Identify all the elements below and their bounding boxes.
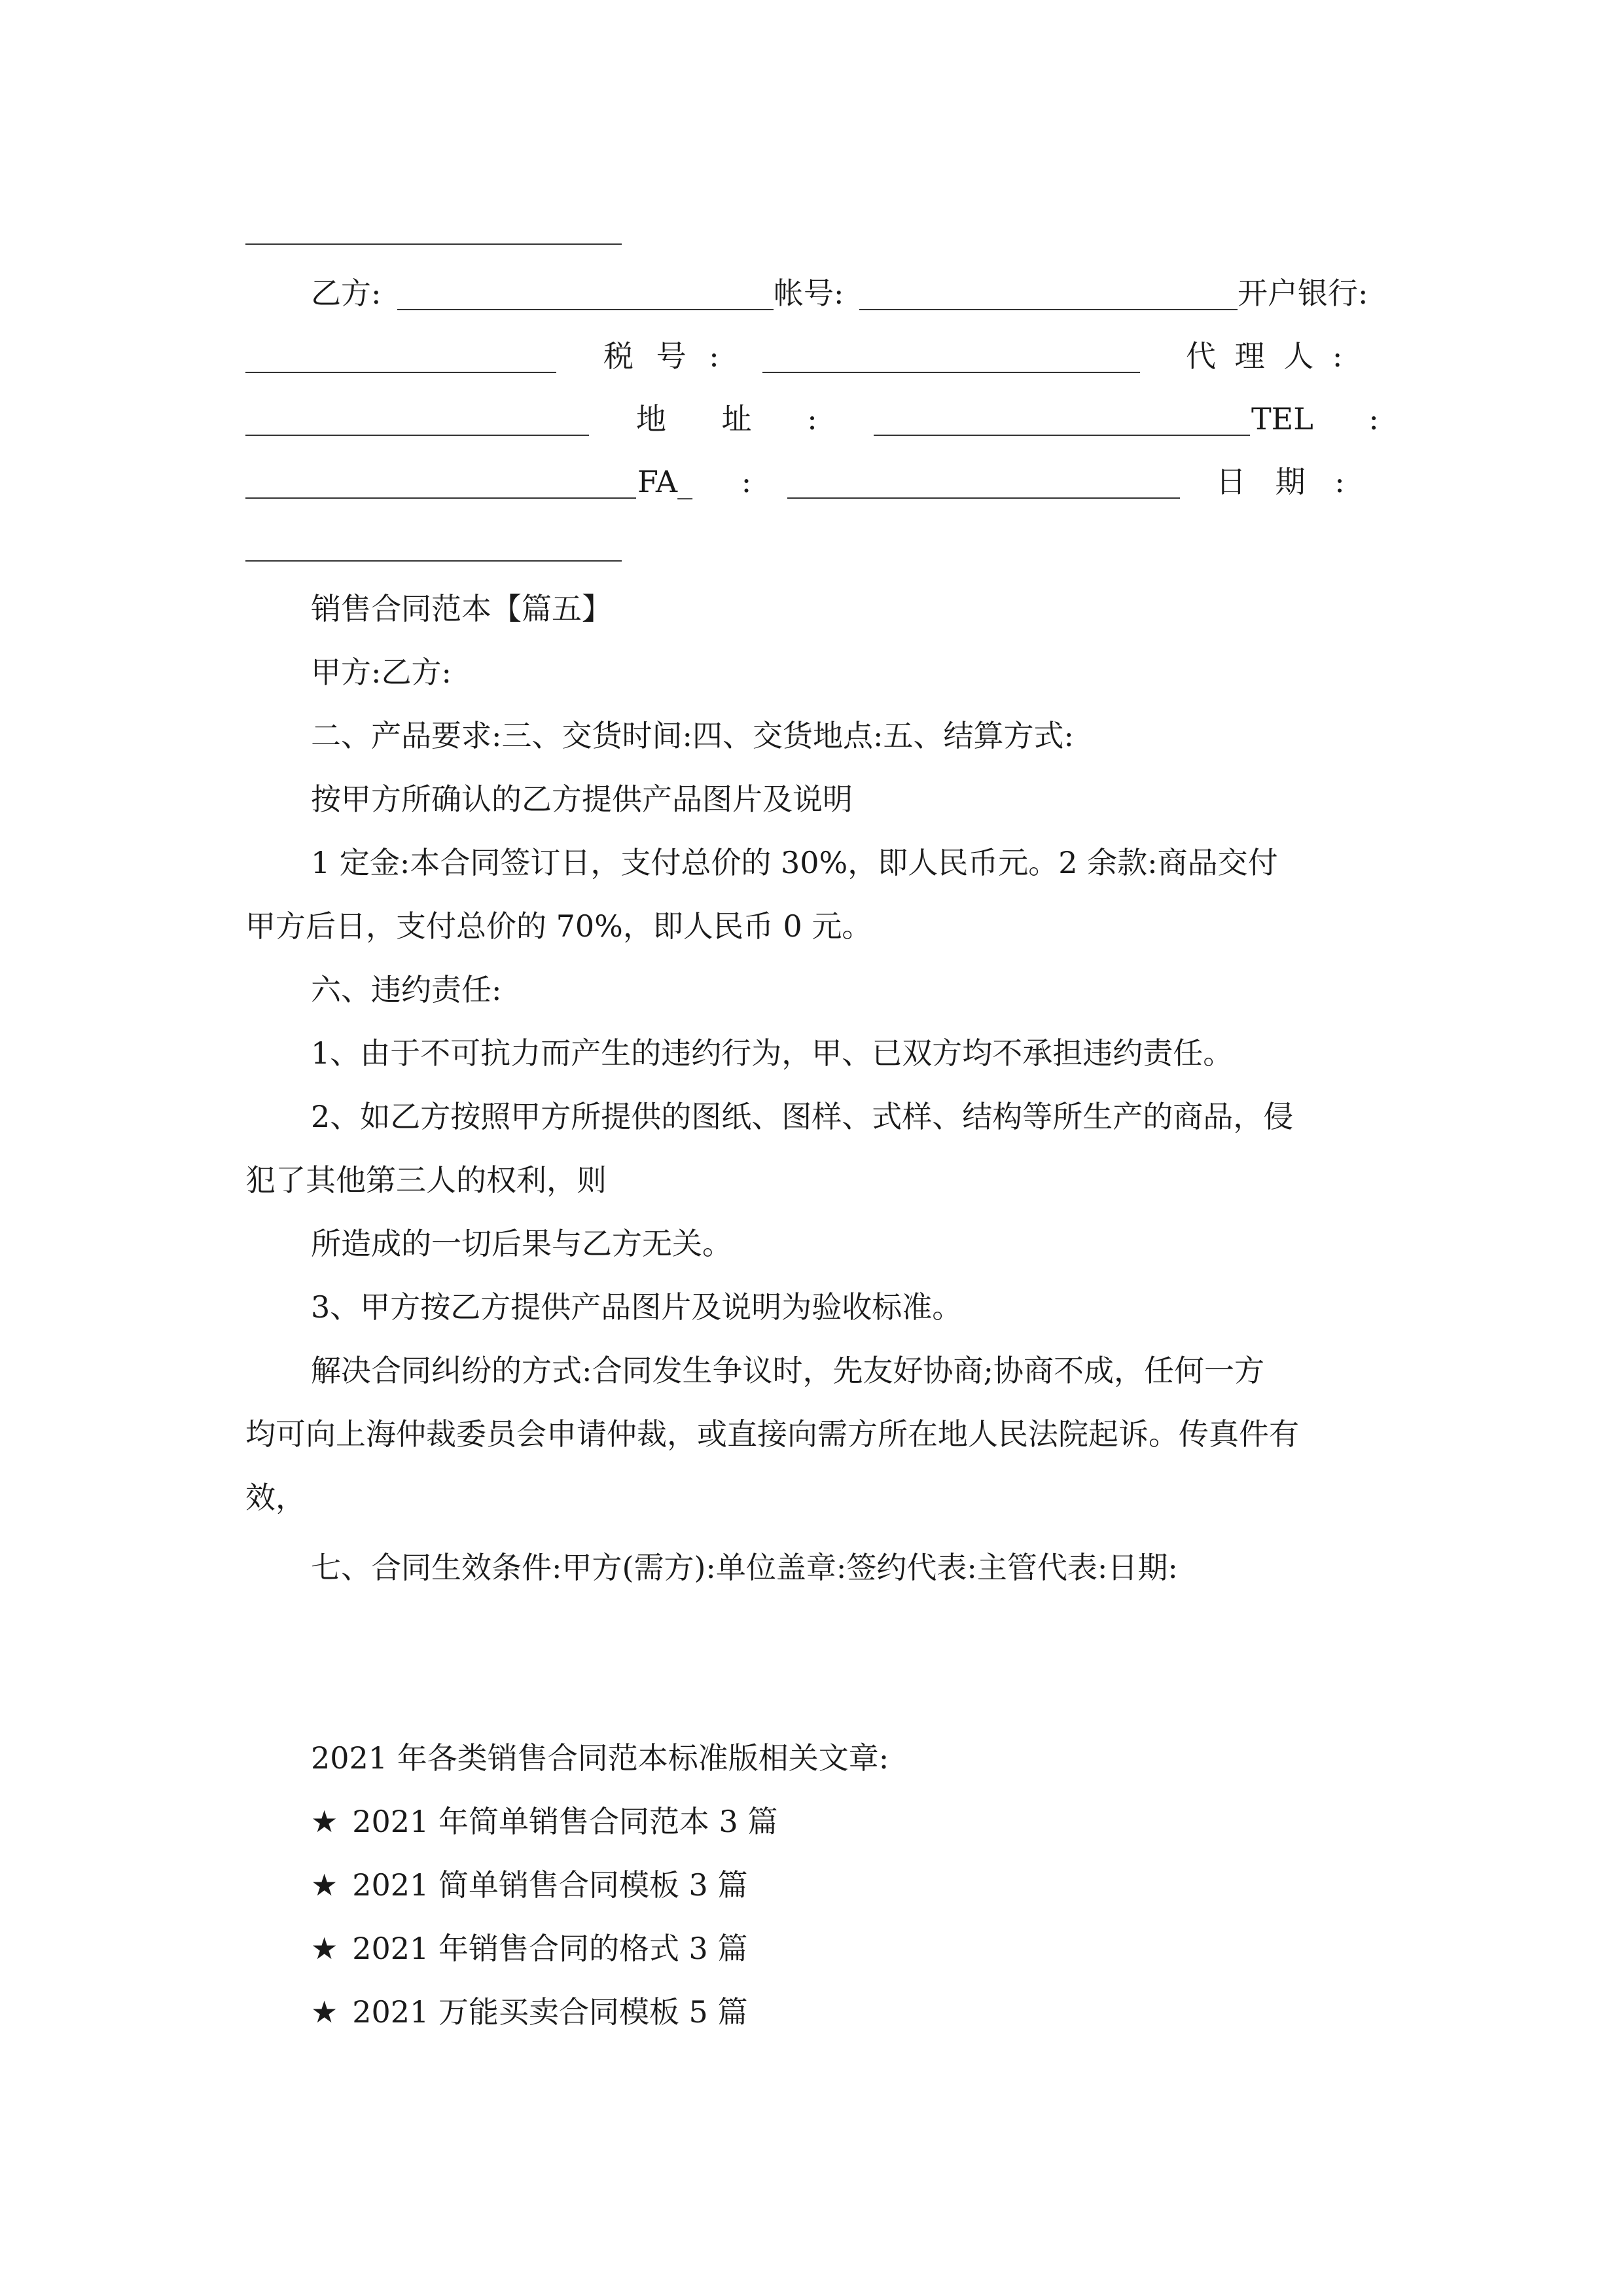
effect-conditions: 七、合同生效条件:甲方(需方):单位盖章:签约代表:主管代表:日期: [311, 1550, 1178, 1585]
sections-line: 二、产品要求:三、交货时间:四、交货地点:五、结算方式: [311, 718, 1074, 753]
agent-blank [245, 435, 589, 436]
party-b-label: 乙方: [311, 276, 382, 311]
bank-blank [245, 372, 556, 373]
star-icon: ★ [311, 1867, 338, 1903]
star-icon: ★ [311, 1994, 338, 2030]
related-item-label: 2021 万能买卖合同模板 5 篇 [352, 1994, 748, 2030]
product-note: 按甲方所确认的乙方提供产品图片及说明 [311, 781, 853, 817]
related-heading: 2021 年各类销售合同范本标准版相关文章: [311, 1740, 889, 1776]
tax-no-label: 税 号 : [603, 338, 719, 374]
contract-title: 销售合同范本【篇五】 [311, 591, 612, 626]
account-label: 帐号: [774, 276, 844, 311]
related-item-label: 2021 年简单销售合同范本 3 篇 [352, 1804, 778, 1839]
payment-line-1: 1 定金:本合同签订日，支付总价的 30%，即人民币元。2 余款:商品交付 [311, 845, 1278, 880]
liability-heading: 六、违约责任: [311, 972, 502, 1007]
related-item[interactable] [311, 1992, 747, 2032]
dispute-line-1: 解决合同纠纷的方式:合同发生争议时，先友好协商;协商不成，任何一方 [311, 1353, 1264, 1388]
related-item[interactable] [311, 1929, 747, 1968]
liability-2-line-2: 犯了其他第三人的权利，则 [245, 1162, 607, 1198]
liability-3: 3、甲方按乙方提供产品图片及说明为验收标准。 [311, 1289, 963, 1325]
tax-no-blank [762, 372, 1140, 373]
payment-line-2: 甲方后日，支付总价的 70%，即人民币 0 元。 [245, 908, 872, 944]
date-blank [245, 560, 622, 562]
star-icon: ★ [311, 1931, 338, 1966]
fax-blank [787, 497, 1180, 499]
liability-2-line-1: 2、如乙方按照甲方所提供的图纸、图样、式样、结构等所生产的商品，侵 [311, 1099, 1294, 1134]
related-item[interactable] [311, 1865, 747, 1905]
fax-label: FA_ : [637, 464, 752, 499]
related-item[interactable] [311, 1802, 777, 1841]
parties-line: 甲方:乙方: [311, 655, 452, 690]
star-icon: ★ [311, 1804, 338, 1839]
tel-label: TEL : [1251, 401, 1379, 437]
address-label: 地 址 : [636, 401, 817, 437]
related-item-label: 2021 简单销售合同模板 3 篇 [352, 1867, 748, 1903]
dispute-line-2: 均可向上海仲裁委员会申请仲裁，或直接向需方所在地人民法院起诉。传真件有 [245, 1416, 1299, 1452]
account-blank [859, 309, 1238, 310]
agent-label: 代 理 人 : [1186, 338, 1343, 374]
blank-line [245, 243, 622, 245]
party-b-blank [397, 309, 774, 310]
liability-1: 1、由于不可抗力而产生的违约行为，甲、已双方均不承担违约责任。 [311, 1035, 1234, 1071]
liability-2-line-3: 所造成的一切后果与乙方无关。 [311, 1226, 732, 1261]
address-blank [874, 435, 1250, 436]
dispute-line-3: 效， [245, 1480, 306, 1515]
date-label: 日 期 : [1216, 464, 1345, 499]
related-item-label: 2021 年销售合同的格式 3 篇 [352, 1931, 748, 1966]
tel-blank [245, 497, 636, 499]
bank-label: 开户银行: [1238, 276, 1368, 311]
